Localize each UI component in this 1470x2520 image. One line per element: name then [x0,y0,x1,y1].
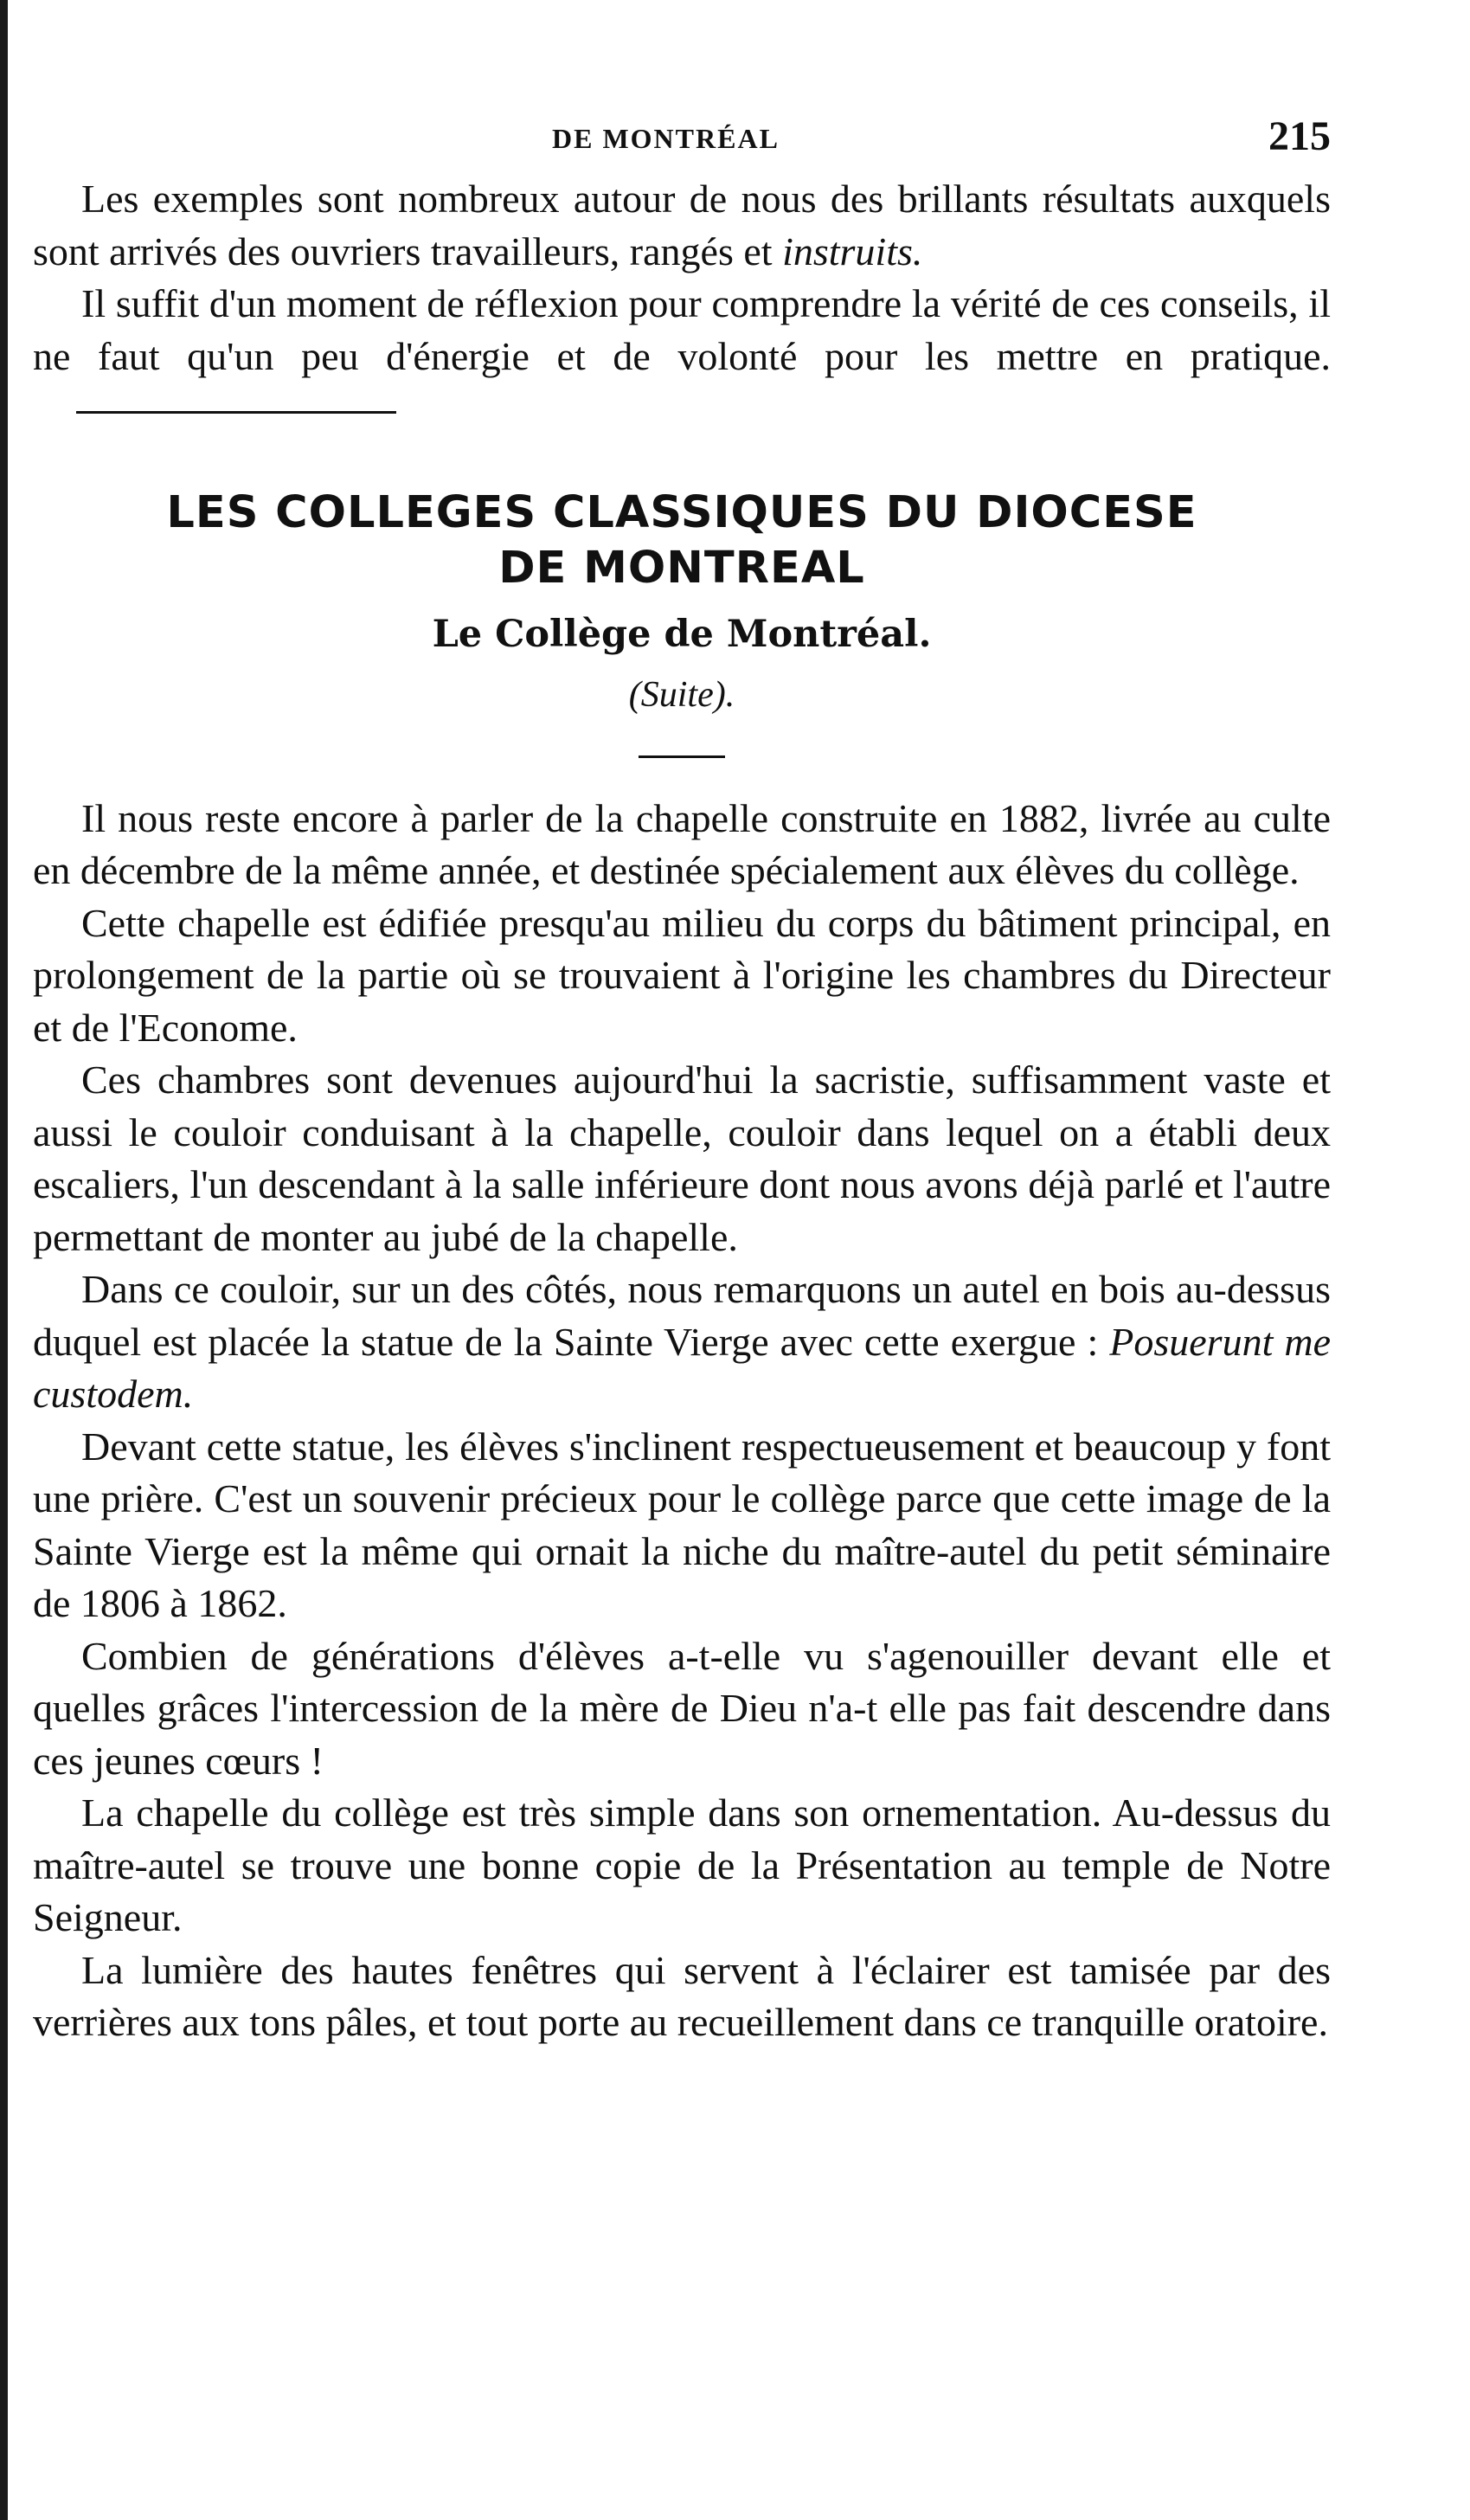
body-paragraph-3: Ces chambres sont devenues aujourd'hui la sacristie, suffisamment vaste et aussi le couloir conduisant à la chapelle, couloir dans lequel on a établi deux escaliers, l'un descendant à la salle inférieure dont nous avons déjà parlé et l'autre permettant de monter au jubé de la chapelle. [33,1058,1331,1259]
section-continuation-note: (Suite). [628,674,735,715]
body-paragraph-5: Devant cette statue, les élèves s'inclinent respectueusement et beaucoup y font une prière. C'est un souvenir précieux pour le collège parce que cette image de la Sainte Vierge est la même qui ornait la niche du maître-autel du petit séminaire de 1806 à 1862. [33,1424,1331,1625]
section-divider [639,755,725,758]
body-paragraph-4-italic: Posuerunt me custodem. [33,1319,1331,1416]
intro-paragraph-1-text: Les exemples sont nombreux autour de nous des brillants résultats auxquels sont arrivés des ouvriers travailleurs, rangés et [33,177,1331,273]
end-rule [76,411,396,414]
running-title: DE MONTRÉAL [552,123,780,154]
body-paragraph-1: Il nous reste encore à parler de la chapelle construite en 1882, livrée au culte en décembre de la même année, et destinée spécialement aux élèves du collège. [33,795,1331,892]
section-title-line-2: DE MONTREAL [498,542,865,594]
intro-paragraph-1 [33,173,1331,278]
body-paragraph-8: La lumière des hautes fenêtres qui servent à l'éclairer est tamisée par des verrières aux tons pâles, et tout porte au recueillement dans ce tranquille oratoire. [33,1947,1331,2044]
body-paragraph-2: Cette chapelle est édifiée presqu'au milieu du corps du bâtiment principal, en prolongement de la partie où se trouvaient à l'origine les chambres du Directeur et de l'Econome. [33,900,1331,1050]
body-paragraph-7: La chapelle du collège est très simple dans son ornementation. Au-dessus du maître-autel se trouve une bonne copie de la Présentation au temple de Notre Seigneur. [33,1790,1331,1939]
body-paragraph-6: Combien de générations d'élèves a-t-elle vu s'agenouiller devant elle et quelles grâces l'intercession de la mère de Dieu n'a-t elle pas fait descendre dans ces jeunes cœurs ! [33,1633,1331,1783]
book-page [33,112,1331,2049]
body-paragraph-4 [33,1263,1331,1421]
section-subtitle: Le Collège de Montréal. [432,612,932,656]
intro-paragraph-1-italic: instruits. [782,228,923,273]
intro-paragraph-2-text: Il suffit d'un moment de réflexion pour comprendre la vérité de ces conseils, il ne faut qu'un peu d'énergie et de volonté pour les mettre en pratique. [33,281,1331,378]
section-title [33,485,1331,596]
running-head [33,112,1331,173]
body-paragraph-4-text: Dans ce couloir, sur un des côtés, nous remarquons un autel en bois au-dessus duquel est placée la statue de la Sainte Vierge avec cette exergue : [33,1267,1331,1364]
section-title-line-1: LES COLLEGES CLASSIQUES DU DIOCESE [166,486,1197,538]
intro-paragraph-2 [33,278,1331,435]
page-edge-rule [0,0,8,2520]
page-number: 215 [1268,113,1331,159]
